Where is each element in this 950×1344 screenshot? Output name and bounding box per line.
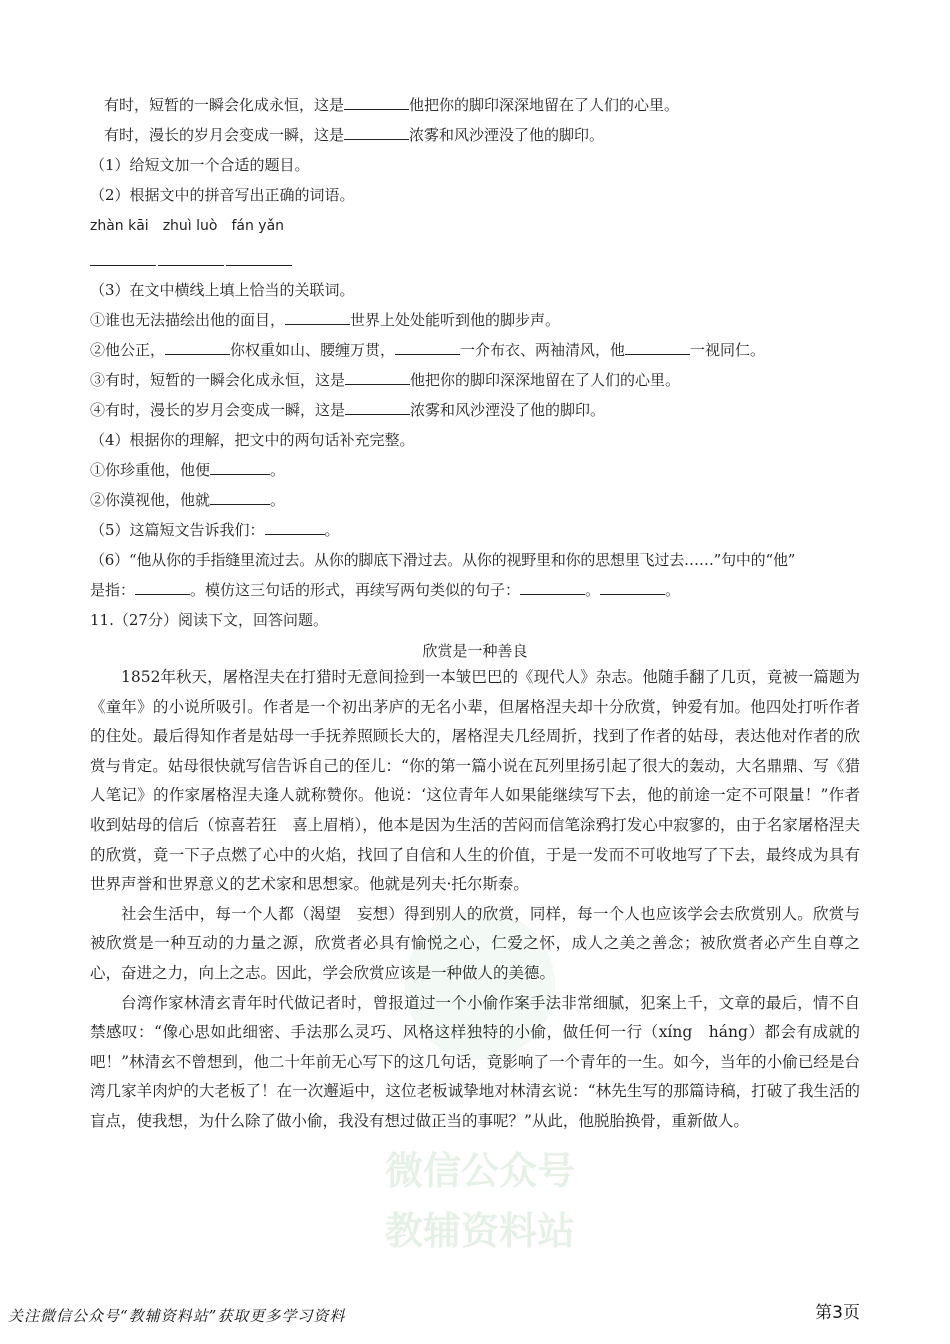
question-3-item-1: ①谁也无法描绘出他的面目， 世界上处处能听到他的脚步声。	[90, 311, 561, 329]
top-line-2: 有时，漫长的岁月会变成一瞬，这是 浓雾和风沙湮没了他的脚印。	[104, 126, 605, 144]
question-3-item-4: ④有时，漫长的岁月会变成一瞬，这是 浓雾和风沙湮没了他的脚印。	[90, 401, 606, 419]
question-6-line-1: （6）“他从你的手指缝里流过去。从你的脚底下滑过去。从你的视野里和你的思想里飞过去……”句中的“他”	[90, 551, 796, 569]
answer-blanks[interactable]	[90, 265, 292, 266]
question-4-item-1: ①你珍重他，他便 。	[90, 461, 286, 479]
blank[interactable]	[165, 340, 230, 355]
blank[interactable]	[285, 310, 350, 325]
pinyin-line: zhàn kāi zhuì luò fán yǎn	[90, 218, 285, 234]
article-paragraph-3: 台湾作家林清玄青年时代做记者时，曾报道过一个小偷作案手法非常细腻，犯案上千，文章的最后，情不自禁感叹：“像心思如此细密、手法那么灵巧、风格这样独特的小偷，做任何一行（xíng háng）都会有成就的吧！”林清玄不曾想到，他二十年前无心写下的这几句话，竟影响了一个青年的一生。如今，当年的小偷已经是台湾几家羊肉炉的大老板了！在一次邂逅中，这位老板诚挚地对林清玄说：“林先生写的那篇诗稿，打破了我生活的盲点，使我想，为什么除了做小偷，我没有想过做正当的事呢？”从此，他脱胎换骨，重新做人。	[90, 993, 860, 1130]
blank[interactable]	[520, 580, 585, 595]
blank[interactable]	[210, 460, 270, 475]
question-3-label: （3）在文中横线上填上恰当的关联词。	[90, 281, 355, 299]
watermark-line2: 教辅资料站	[384, 1209, 575, 1253]
question-3-item-2: ②他公正， 你权重如山、腰缠万贯， 一介布衣、两袖清风，他 一视同仁。	[90, 341, 766, 359]
blank[interactable]	[344, 95, 409, 110]
blank[interactable]	[210, 490, 270, 505]
article-paragraph-2: 社会生活中，每一个人都（渴望 妄想）得到别人的欣赏，同样，每一个人也应该学会去欣赏别人。欣赏与被欣赏是一种互动的力量之源，欣赏者必具有愉悦之心，仁爱之怀，成人之美之善念；被欣赏者必产生自尊之心，奋进之力，向上之志。因此，学会欣赏应该是一种做人的美德。	[90, 904, 860, 982]
blank[interactable]	[345, 370, 410, 385]
watermark-line1: 微信公众号	[384, 1149, 575, 1193]
question-4-item-2: ②你漠视他，他就 。	[90, 491, 286, 509]
article-paragraph-1: 1852年秋天，屠格涅夫在打猎时无意间捡到一本皱巴巴的《现代人》杂志。他随手翻了几页，竟被一篇题为《童年》的小说所吸引。作者是一个初出茅庐的无名小辈，但屠格涅夫却十分欣赏，钟爱有加。他四处打听作者的住处。最后得知作者是姑母一手抚养照顾长大的，屠格涅夫几经周折，找到了作者的姑母，表达他对作者的欣赏与肯定。姑母很快就写信告诉自己的侄儿：“你的第一篇小说在瓦列里扬引起了很大的轰动，大名鼎鼎、写《猎人笔记》的作家屠格涅夫逢人就称赞你。他说：‘这位青年人如果能继续写下去，他的前途一定不可限量！”作者收到姑母的信后（惊喜若狂 喜上眉梢），他本是因为生活的苦闷而信笔涂鸦打发心中寂寥的，由于名家屠格涅夫的欣赏，竟一下子点燃了心中的火焰，找回了自信和人生的价值，于是一发而不可收地写了下去，最终成为具有世界声誉和世界意义的艺术家和思想家。他就是列夫·托尔斯泰。	[90, 668, 860, 894]
footer-note: 关注微信公众号“教辅资料站”获取更多学习资料	[8, 1307, 346, 1325]
blank[interactable]	[265, 520, 325, 535]
top-line-1: 有时，短暂的一瞬会化成永恒，这是 他把你的脚印深深地留在了人们的心里。	[104, 96, 680, 114]
question-4-label: （4）根据你的理解，把文中的两句话补充完整。	[90, 431, 415, 449]
blank[interactable]	[344, 125, 409, 140]
question-5: （5）这篇短文告诉我们： 。	[90, 521, 340, 539]
article-title: 欣赏是一种善良	[422, 642, 528, 660]
question-6-line-2: 是指： 。模仿这三句话的形式，再续写两句类似的句子： 。 。	[90, 581, 681, 599]
blank[interactable]	[395, 340, 460, 355]
question-2: （2）根据文中的拼音写出正确的词语。	[90, 186, 355, 204]
question-1: （1）给短文加一个合适的题目。	[90, 156, 310, 174]
blank[interactable]	[345, 400, 410, 415]
blank[interactable]	[625, 340, 690, 355]
question-3-item-3: ③有时，短暂的一瞬会化成永恒，这是 他把你的脚印深深地留在了人们的心里。	[90, 371, 681, 389]
article-body	[90, 663, 860, 1137]
page-number: 第3页	[815, 1303, 860, 1323]
blank[interactable]	[135, 580, 190, 595]
blank[interactable]	[600, 580, 665, 595]
question-11-header: 11.（27分）阅读下文，回答问题。	[90, 611, 328, 629]
